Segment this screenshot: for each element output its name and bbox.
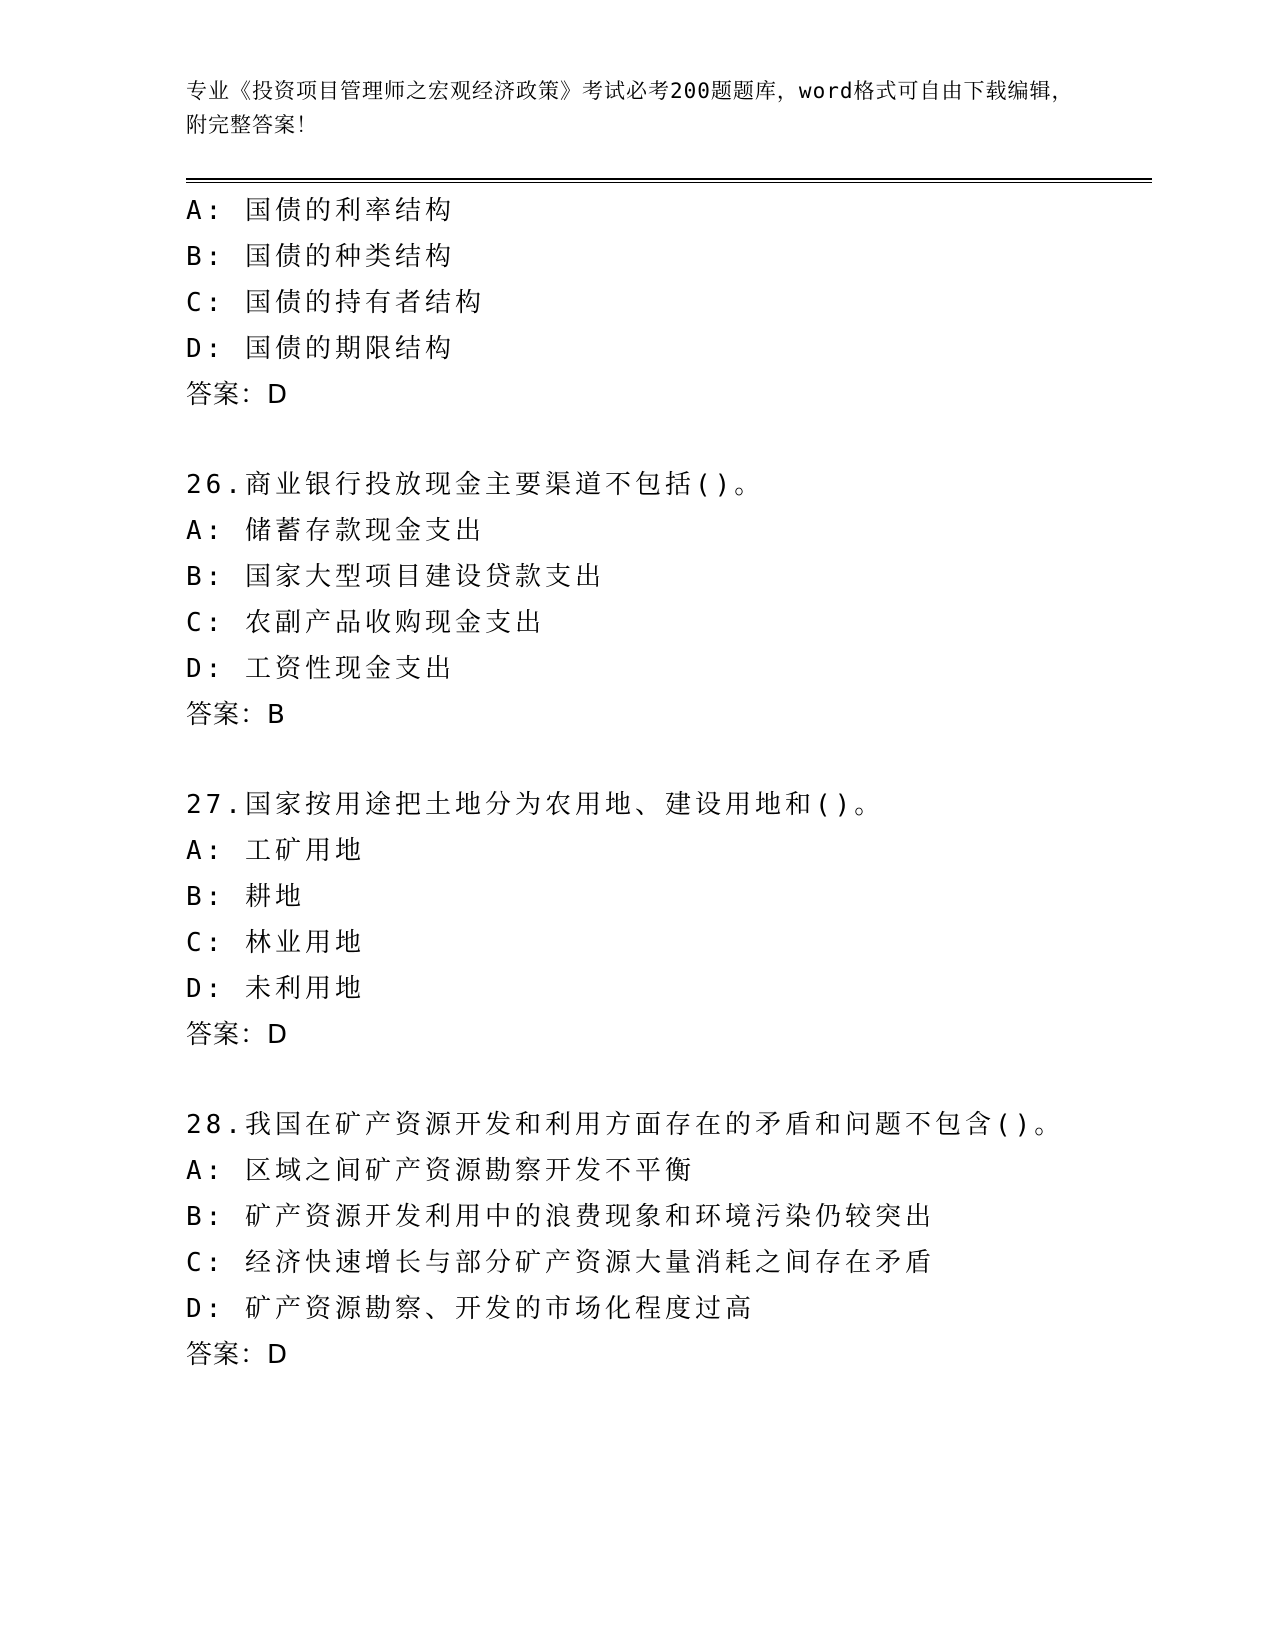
question-list (186, 188, 1146, 1378)
option-d: D: 工资性现金支出 (186, 654, 455, 684)
answer-value: B (267, 700, 286, 730)
answer-label: 答案： (186, 380, 268, 410)
option-b: B: 国家大型项目建设贷款支出 (186, 562, 605, 592)
answer-value: D (267, 1340, 289, 1370)
option-a: A: 国债的利率结构 (186, 196, 455, 226)
answer-line (186, 692, 1146, 738)
option-c: C: 林业用地 (186, 928, 365, 958)
question-block (186, 462, 1146, 738)
header-divider (186, 178, 1152, 183)
question-text: 28.我国在矿产资源开发和利用方面存在的矛盾和问题不包含()。 (186, 1110, 1065, 1140)
option-d: D: 国债的期限结构 (186, 334, 455, 364)
question-block (186, 188, 1146, 418)
answer-label: 答案： (186, 1340, 268, 1370)
answer-line (186, 372, 1146, 418)
answer-value: D (267, 380, 289, 410)
option-c: C: 农副产品收购现金支出 (186, 608, 545, 638)
option-d: D: 矿产资源勘察、开发的市场化程度过高 (186, 1294, 755, 1324)
document-header: 专业《投资项目管理师之宏观经济政策》考试必考200题题库，word格式可自由下载编辑，附完整答案！ (186, 79, 1074, 137)
option-c: C: 经济快速增长与部分矿产资源大量消耗之间存在矛盾 (186, 1248, 935, 1278)
option-b: B: 国债的种类结构 (186, 242, 455, 272)
option-d: D: 未利用地 (186, 974, 365, 1004)
answer-label: 答案： (186, 700, 268, 730)
question-block (186, 782, 1146, 1058)
option-a: A: 区域之间矿产资源勘察开发不平衡 (186, 1156, 695, 1186)
answer-label: 答案： (186, 1020, 268, 1050)
answer-value: D (267, 1020, 289, 1050)
question-text: 26.商业银行投放现金主要渠道不包括()。 (186, 470, 765, 500)
question-text: 27.国家按用途把土地分为农用地、建设用地和()。 (186, 790, 885, 820)
option-b: B: 矿产资源开发利用中的浪费现象和环境污染仍较突出 (186, 1202, 935, 1232)
option-a: A: 工矿用地 (186, 836, 365, 866)
answer-line (186, 1332, 1146, 1378)
option-c: C: 国债的持有者结构 (186, 288, 485, 318)
option-a: A: 储蓄存款现金支出 (186, 516, 485, 546)
answer-line (186, 1012, 1146, 1058)
question-block (186, 1102, 1146, 1378)
option-b: B: 耕地 (186, 882, 305, 912)
